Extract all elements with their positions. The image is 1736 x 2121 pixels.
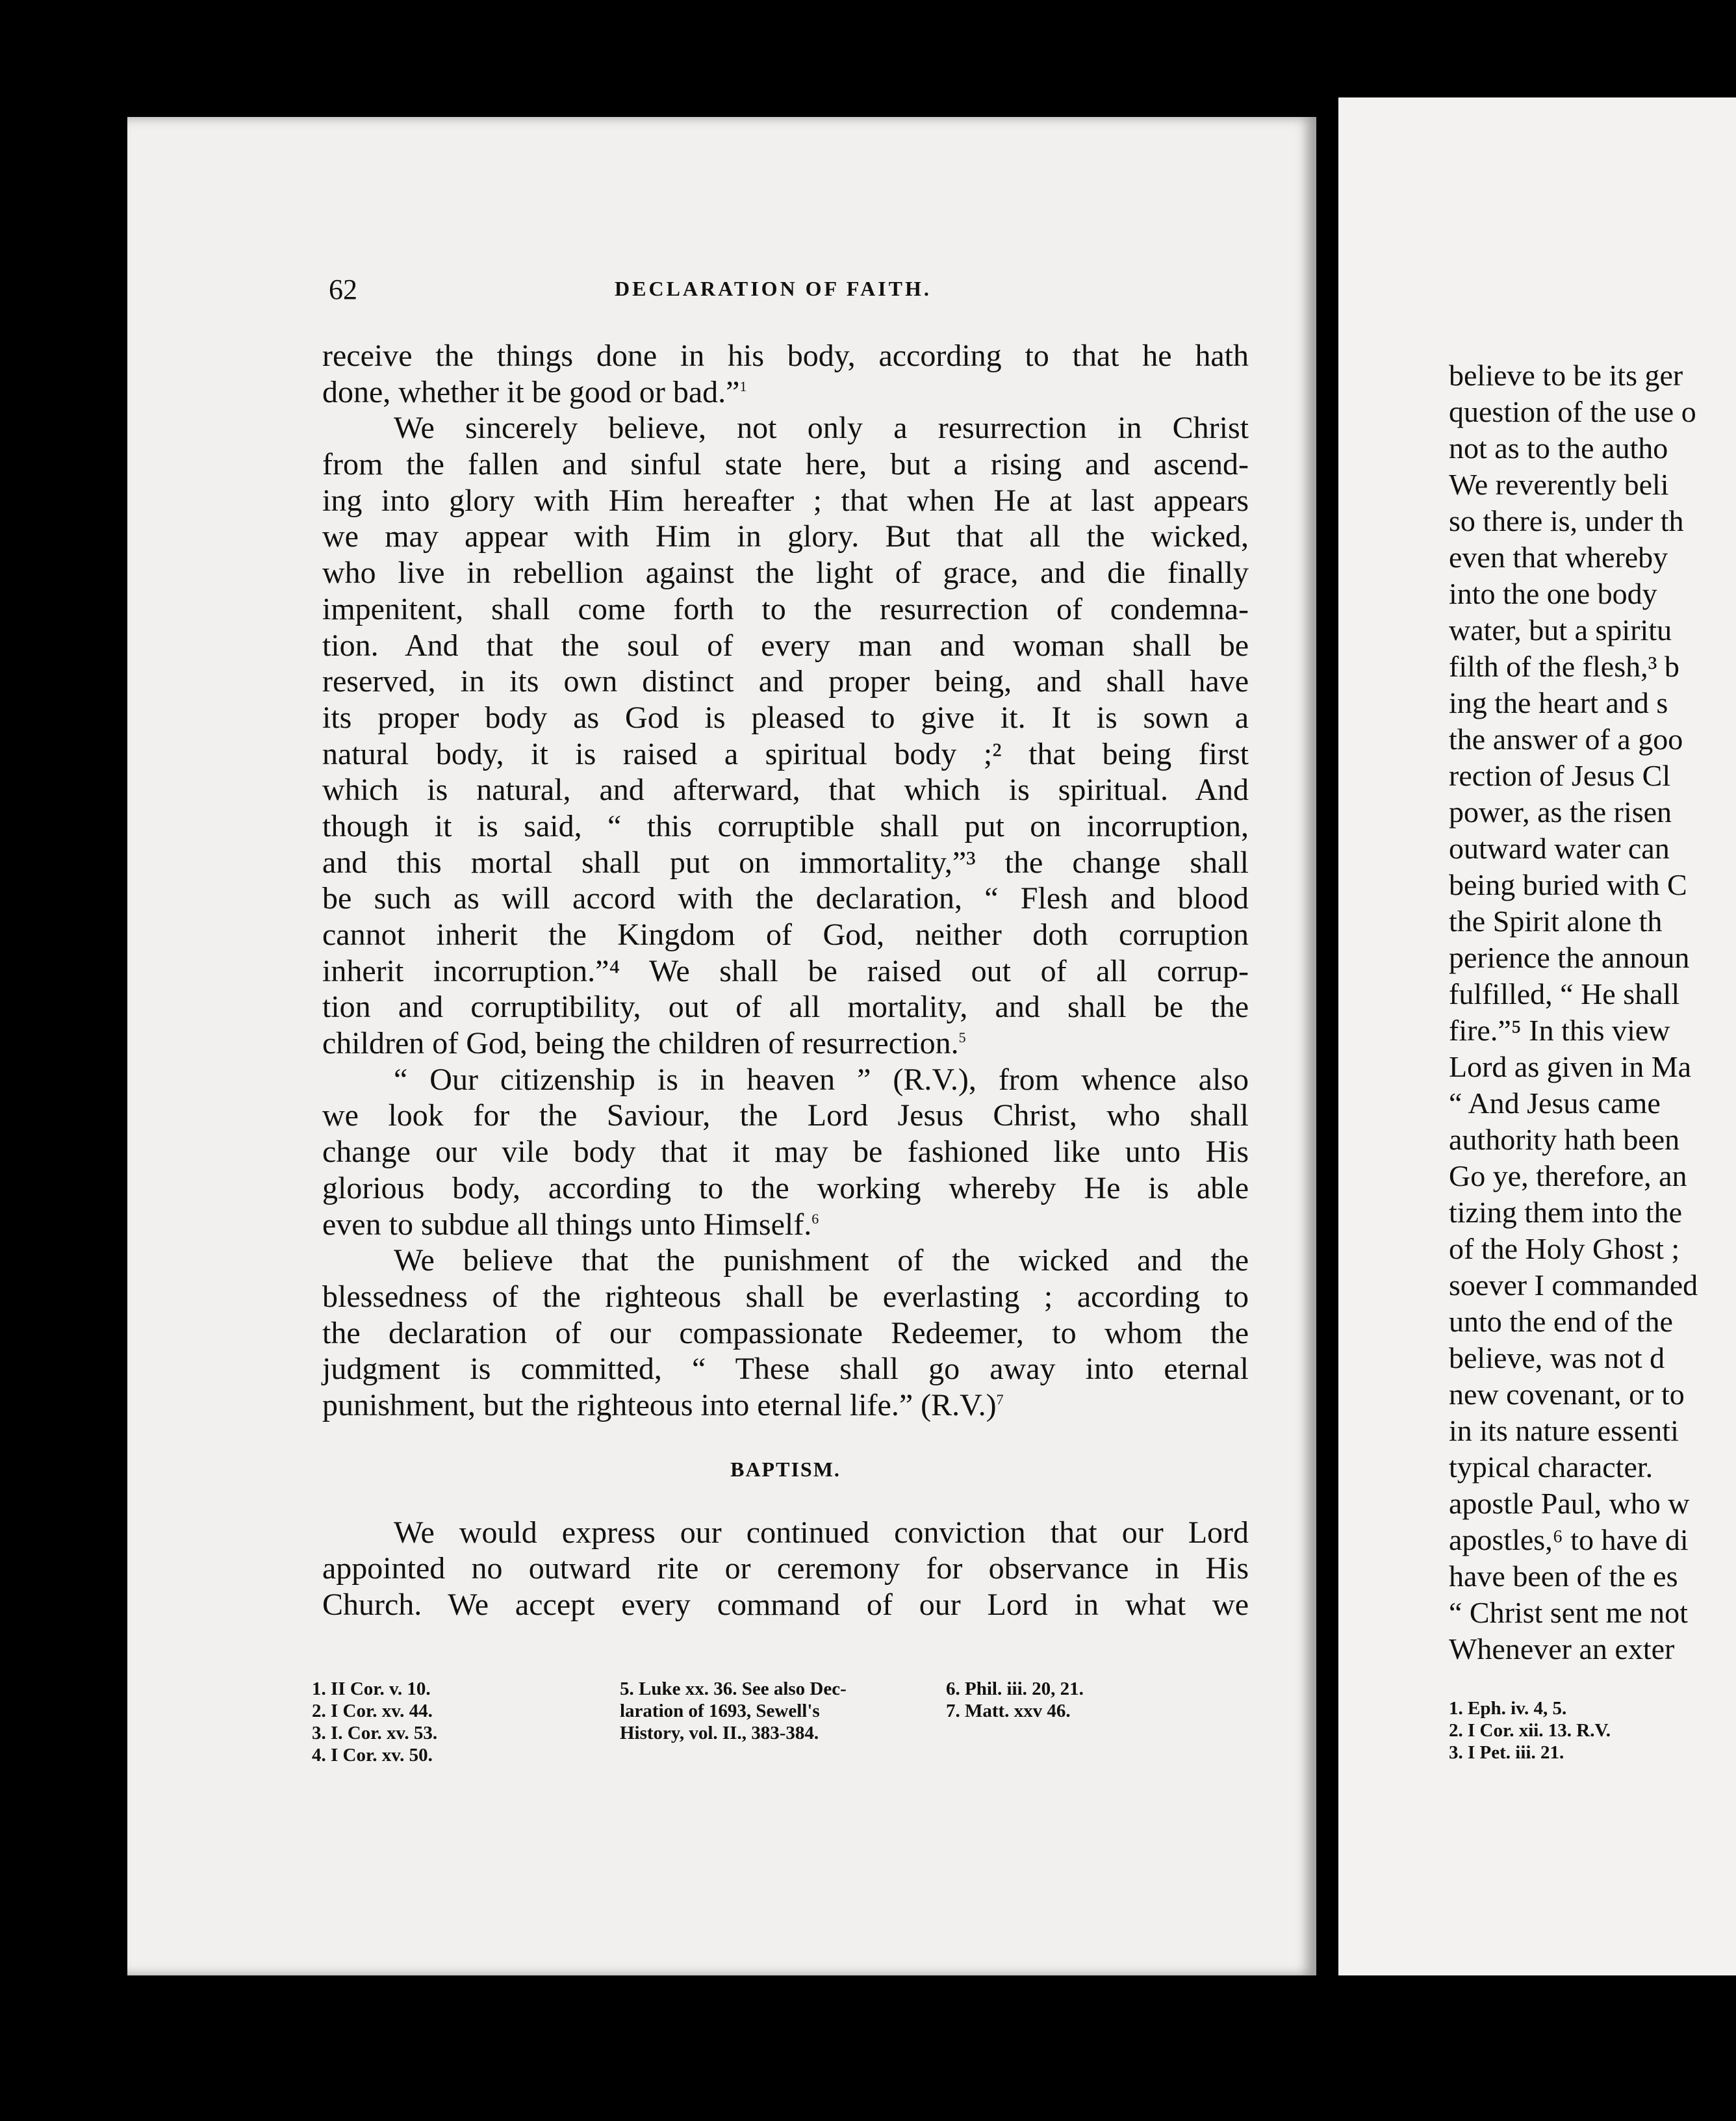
body-paragraphs-top (322, 338, 1249, 1424)
footnote: 1. II Cor. v. 10. (312, 1678, 431, 1699)
text-line (322, 1170, 1249, 1207)
text-line-content: blessedness of the righteous shall be everlasting ; according to (322, 1279, 1249, 1314)
text-line-content: Church. We accept every command of our Lord in what we (322, 1588, 1249, 1622)
text-line (322, 1025, 1249, 1062)
text-line-content: done, whether it be good or bad.” (322, 374, 740, 409)
running-title: DECLARATION OF FAITH. (615, 277, 932, 300)
right-page-body (1449, 357, 1698, 1667)
text-line-content: glorious body, according to the working whereby He is able (322, 1170, 1249, 1205)
text-line (322, 1062, 1249, 1098)
footnote: 4. I Cor. xv. 50. (312, 1745, 433, 1766)
text-line-content: change our vile body that it may be fashioned like unto His (322, 1135, 1249, 1170)
text-line-content: We would express our continued conviction that our Lord (394, 1515, 1249, 1550)
text-line-content: though it is said, “ this corruptible shall put on incorruption, (322, 808, 1249, 843)
right-text-line: in its nature essenti (1449, 1414, 1679, 1447)
text-line (322, 772, 1249, 808)
right-footnote: 3. I Pet. iii. 21. (1449, 1742, 1564, 1763)
text-line-content: children of God, being the children of resurrection. (322, 1026, 959, 1061)
text-line (322, 519, 1249, 555)
right-text-line: “ And Jesus came (1449, 1086, 1661, 1120)
footnote: 5. Luke xx. 36. See also Dec- (620, 1678, 847, 1699)
text-line (322, 953, 1249, 990)
text-line (322, 1550, 1249, 1587)
right-text-line: outward water can (1449, 832, 1670, 865)
text-line (322, 1351, 1249, 1387)
right-page-footnotes (1449, 1697, 1611, 1764)
footnote: 6. Phil. iii. 20, 21. (946, 1678, 1084, 1699)
right-text-line: Whenever an exter (1449, 1632, 1675, 1665)
text-line-content: from the fallen and sinful state here, but a rising and ascend- (322, 447, 1249, 482)
running-head (329, 273, 1258, 312)
text-line (322, 338, 1249, 374)
right-text-line: fulfilled, “ He shall (1449, 977, 1680, 1010)
footnotes-column-3 (946, 1678, 1084, 1722)
right-text-line: soever I commanded (1449, 1268, 1698, 1302)
right-text-line: water, but a spiritu (1449, 613, 1672, 647)
right-text-line: have been of the es (1449, 1560, 1678, 1593)
text-line-content: tion. And that the soul of every man and woman shall be (322, 628, 1249, 663)
footnote-marker: 7 (996, 1391, 1004, 1408)
right-footnote: 1. Eph. iv. 4, 5. (1449, 1698, 1567, 1719)
text-line (322, 1315, 1249, 1352)
right-page (1338, 97, 1736, 1975)
text-line-content: ing into glory with Him hereafter ; that when He at last appears (322, 483, 1249, 518)
right-text-line: apostle Paul, who w (1449, 1487, 1690, 1520)
right-text-line: ing the heart and s (1449, 686, 1668, 719)
text-line (322, 1515, 1249, 1551)
right-text-line: the Spirit alone th (1449, 905, 1663, 938)
text-line-content: We believe that the punishment of the wicked and the (394, 1243, 1249, 1278)
right-text-line: believe, was not d (1449, 1341, 1665, 1374)
text-line (322, 591, 1249, 628)
right-text-line: perience the announ (1449, 941, 1690, 974)
right-text-line: not as to the autho (1449, 431, 1668, 465)
text-line (322, 628, 1249, 664)
text-line (322, 700, 1249, 736)
right-text-line: apostles,⁶ to have di (1449, 1523, 1689, 1556)
text-line-content: which is natural, and afterward, that which is spiritual. And (322, 773, 1249, 808)
text-line-content: appointed no outward rite or ceremony for observance in His (322, 1551, 1249, 1586)
right-text-line: authority hath been (1449, 1123, 1680, 1156)
text-line-content: judgment is committed, “ These shall go away into eternal (322, 1352, 1249, 1387)
footnote: laration of 1693, Sewell's (620, 1701, 820, 1721)
right-text-line: typical character. (1449, 1450, 1653, 1484)
section-heading: BAPTISM. (730, 1457, 841, 1481)
text-line-content: who live in rebellion against the light of grace, and die finally (322, 556, 1249, 591)
footnotes-column-1 (312, 1678, 437, 1766)
text-line (322, 917, 1249, 953)
text-line (322, 1134, 1249, 1170)
body-paragraphs-bottom (322, 1515, 1249, 1623)
footnote-marker: 1 (739, 378, 747, 394)
text-line-content: and this mortal shall put on immortality,”³ the change shall (322, 845, 1249, 880)
text-line (322, 808, 1249, 845)
text-line-content: reserved, in its own distinct and proper being, and shall have (322, 664, 1249, 699)
text-line (322, 1098, 1249, 1134)
text-line-content: impenitent, shall come forth to the resurrection of condemna- (322, 591, 1249, 626)
text-line-content: we may appear with Him in glory. But that all the wicked, (322, 519, 1249, 554)
right-text-line: filth of the flesh,³ b (1449, 650, 1679, 683)
text-line-content: inherit incorruption.”⁴ We shall be raised out of all corrup- (322, 953, 1249, 988)
text-line (322, 1387, 1249, 1424)
text-line-content: receive the things done in his body, according to that he hath (322, 339, 1249, 373)
footnote-marker: 5 (958, 1029, 966, 1046)
right-text-line: “ Christ sent me not (1449, 1596, 1688, 1629)
footnote: 2. I Cor. xv. 44. (312, 1701, 433, 1721)
text-line-content: the declaration of our compassionate Redeemer, to whom the (322, 1315, 1249, 1350)
right-text-line: We reverently beli (1449, 468, 1669, 501)
text-line (322, 410, 1249, 446)
right-text-line: being buried with C (1449, 868, 1687, 901)
right-text-line: new covenant, or to (1449, 1378, 1685, 1411)
right-text-line: believe to be its ger (1449, 359, 1683, 392)
right-text-line: rection of Jesus Cl (1449, 759, 1671, 792)
text-line-content: we look for the Saviour, the Lord Jesus Christ, who shall (322, 1098, 1249, 1133)
text-line (322, 1242, 1249, 1279)
right-footnote: 2. I Cor. xii. 13. R.V. (1449, 1720, 1611, 1741)
left-page-body (322, 338, 1249, 1623)
right-text-line: into the one body (1449, 577, 1657, 610)
text-line-content: “ Our citizenship is in heaven ” (R.V.), from whence also (394, 1062, 1249, 1097)
text-line (322, 483, 1249, 519)
text-line (322, 1279, 1249, 1315)
text-line (322, 881, 1249, 917)
footnote: 3. I. Cor. xv. 53. (312, 1723, 438, 1743)
text-line (322, 555, 1249, 591)
text-line (322, 1587, 1249, 1623)
text-line-content: natural body, it is raised a spiritual body ;² that being first (322, 736, 1249, 771)
text-line-content: even to subdue all things unto Himself. (322, 1207, 812, 1242)
text-line (322, 1207, 1249, 1243)
right-text-line: unto the end of the (1449, 1305, 1673, 1338)
text-line-content: be such as will accord with the declaration, “ Flesh and blood (322, 881, 1249, 916)
footnote: History, vol. II., 383-384. (620, 1723, 819, 1743)
text-line (322, 446, 1249, 483)
right-text-line: fire.”⁵ In this view (1449, 1014, 1670, 1047)
text-line-content: tion and corruptibility, out of all mortality, and shall be the (322, 990, 1249, 1025)
footnote: 7. Matt. xxv 46. (946, 1701, 1071, 1721)
text-line (322, 663, 1249, 700)
text-line-content: cannot inherit the Kingdom of God, neither doth corruption (322, 918, 1249, 952)
right-text-line: the answer of a goo (1449, 723, 1683, 756)
text-line-content: We sincerely believe, not only a resurrection in Christ (394, 411, 1249, 446)
right-text-line: tizing them into the (1449, 1196, 1682, 1229)
text-line-content: punishment, but the righteous into eternal life.” (R.V.) (322, 1387, 997, 1422)
text-line-content: its proper body as God is pleased to give it. It is sown a (322, 700, 1249, 735)
footnote-marker: 6 (811, 1210, 819, 1227)
text-line (322, 989, 1249, 1025)
right-text-line: Lord as given in Ma (1449, 1050, 1692, 1083)
right-text-line: Go ye, therefore, an (1449, 1159, 1687, 1192)
right-text-line: question of the use o (1449, 395, 1696, 428)
text-line (322, 374, 1249, 411)
page-number: 62 (329, 274, 357, 305)
text-line (322, 845, 1249, 881)
right-text-line: of the Holy Ghost ; (1449, 1232, 1680, 1265)
right-text-line: even that whereby (1449, 541, 1668, 574)
text-line (322, 736, 1249, 773)
book-gutter (1316, 97, 1338, 1982)
footnotes-column-2 (620, 1678, 847, 1744)
right-text-line: power, as the risen (1449, 795, 1672, 829)
right-text-line: so there is, under th (1449, 504, 1684, 537)
